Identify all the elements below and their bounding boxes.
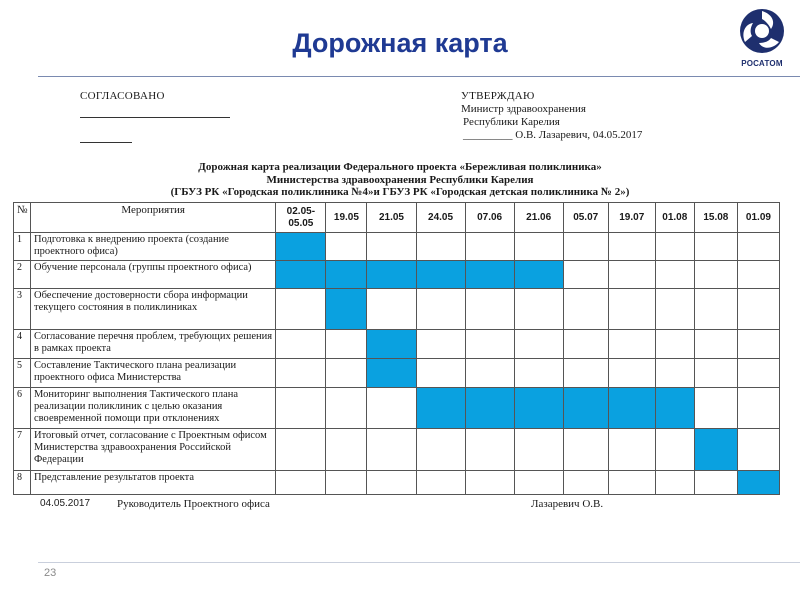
approve-label: УТВЕРЖДАЮ — [461, 90, 535, 102]
timeline-cell — [514, 330, 563, 359]
timeline-cell — [514, 233, 563, 261]
period-header: 02.05-05.05 — [276, 203, 326, 233]
timeline-cell — [655, 429, 694, 471]
timeline-cell — [608, 471, 655, 495]
timeline-cell — [608, 359, 655, 388]
timeline-cell — [465, 471, 514, 495]
timeline-cell — [416, 359, 465, 388]
timeline-cell — [514, 359, 563, 388]
timeline-bar-cell — [367, 261, 416, 289]
row-number: 5 — [14, 359, 31, 388]
timeline-cell — [326, 330, 367, 359]
timeline-cell — [514, 471, 563, 495]
timeline-cell — [326, 233, 367, 261]
task-name: Итоговый отчет, согласование с Проектным офисом Министерства здравоохранения Российской Федерации — [31, 429, 276, 471]
timeline-bar-cell — [276, 261, 326, 289]
approve-block — [461, 90, 642, 142]
timeline-cell — [465, 330, 514, 359]
timeline-cell — [276, 359, 326, 388]
timeline-cell — [737, 388, 779, 429]
task-name: Представление результатов проекта — [31, 471, 276, 495]
timeline-bar-cell — [655, 388, 694, 429]
timeline-cell — [608, 429, 655, 471]
timeline-cell — [737, 359, 779, 388]
timeline-cell — [465, 429, 514, 471]
timeline-cell — [655, 289, 694, 330]
timeline-cell — [326, 429, 367, 471]
timeline-bar-cell — [514, 261, 563, 289]
timeline-cell — [276, 330, 326, 359]
period-header: 21.05 — [367, 203, 416, 233]
timeline-cell — [608, 330, 655, 359]
table-row — [14, 330, 780, 359]
task-name: Согласование перечня проблем, требующих решения в рамках проекта — [31, 330, 276, 359]
table-header-row — [14, 203, 780, 233]
table-row — [14, 289, 780, 330]
agreed-label: СОГЛАСОВАНО — [80, 90, 165, 102]
row-number: 8 — [14, 471, 31, 495]
period-header: 15.08 — [694, 203, 737, 233]
row-number: 2 — [14, 261, 31, 289]
timeline-cell — [367, 388, 416, 429]
period-header: 19.05 — [326, 203, 367, 233]
timeline-cell — [367, 233, 416, 261]
task-name: Обеспечение достоверности сбора информации текущего состояния в поликлиниках — [31, 289, 276, 330]
period-header: 01.08 — [655, 203, 694, 233]
timeline-cell — [563, 289, 608, 330]
roadmap-table — [13, 202, 780, 495]
timeline-cell — [694, 388, 737, 429]
timeline-bar-cell — [737, 471, 779, 495]
timeline-cell — [737, 233, 779, 261]
timeline-cell — [563, 233, 608, 261]
timeline-cell — [465, 233, 514, 261]
timeline-cell — [276, 429, 326, 471]
timeline-cell — [694, 330, 737, 359]
period-header: 24.05 — [416, 203, 465, 233]
table-row — [14, 471, 780, 495]
timeline-cell — [694, 289, 737, 330]
row-number: 7 — [14, 429, 31, 471]
timeline-cell — [416, 330, 465, 359]
row-number: 1 — [14, 233, 31, 261]
footer-role: Руководитель Проектного офиса — [117, 498, 270, 510]
task-name: Обучение персонала (группы проектного офиса) — [31, 261, 276, 289]
timeline-bar-cell — [367, 359, 416, 388]
timeline-cell — [655, 233, 694, 261]
timeline-cell — [276, 471, 326, 495]
timeline-cell — [276, 289, 326, 330]
timeline-cell — [514, 429, 563, 471]
timeline-cell — [563, 330, 608, 359]
approver-title: Министр здравоохранения — [461, 103, 586, 115]
timeline-cell — [416, 233, 465, 261]
timeline-cell — [416, 429, 465, 471]
period-header: 19.07 — [608, 203, 655, 233]
timeline-cell — [416, 289, 465, 330]
logo-text: РОСАТОМ — [741, 59, 783, 68]
col-events-header: Мероприятия — [31, 203, 276, 233]
task-name: Составление Тактического плана реализации проектного офиса Министерства — [31, 359, 276, 388]
timeline-cell — [737, 289, 779, 330]
timeline-cell — [563, 471, 608, 495]
period-header: 05.07 — [563, 203, 608, 233]
approver-region: Республики Карелия — [463, 116, 560, 128]
timeline-cell — [737, 330, 779, 359]
timeline-bar-cell — [514, 388, 563, 429]
timeline-cell — [465, 359, 514, 388]
task-name: Подготовка к внедрению проекта (создание проектного офиса) — [31, 233, 276, 261]
timeline-cell — [655, 330, 694, 359]
signature-line — [80, 107, 230, 118]
period-header: 07.06 — [465, 203, 514, 233]
document-title-line: (ГБУЗ РК «Городская поликлиника №4»и ГБУЗ РК «Городская детская поликлиника № 2») — [170, 186, 630, 198]
timeline-cell — [465, 289, 514, 330]
timeline-cell — [563, 429, 608, 471]
footer-date: 04.05.2017 — [40, 498, 91, 509]
document-title-line: Дорожная карта реализации Федерального проекта «Бережливая поликлиника» — [198, 161, 602, 173]
col-num-header: № — [14, 203, 31, 233]
timeline-bar-cell — [608, 388, 655, 429]
row-number: 3 — [14, 289, 31, 330]
timeline-bar-cell — [416, 388, 465, 429]
header-divider — [38, 76, 800, 77]
timeline-cell — [608, 233, 655, 261]
timeline-cell — [326, 388, 367, 429]
timeline-bar-cell — [326, 261, 367, 289]
timeline-cell — [608, 289, 655, 330]
timeline-bar-cell — [465, 261, 514, 289]
timeline-cell — [563, 261, 608, 289]
footer-divider — [38, 562, 800, 563]
slide-title: Дорожная карта — [292, 28, 508, 58]
footer-name: Лазаревич О.В. — [531, 498, 604, 510]
table-row — [14, 388, 780, 429]
timeline-cell — [514, 289, 563, 330]
timeline-cell — [563, 359, 608, 388]
task-name: Мониторинг выполнения Тактического плана реализации поликлиник с целью оказания своевременной помощи при отклонениях — [31, 388, 276, 429]
timeline-cell — [326, 359, 367, 388]
timeline-bar-cell — [563, 388, 608, 429]
timeline-bar-cell — [465, 388, 514, 429]
timeline-cell — [694, 261, 737, 289]
timeline-bar-cell — [694, 429, 737, 471]
timeline-cell — [694, 471, 737, 495]
timeline-cell — [694, 359, 737, 388]
table-row — [14, 233, 780, 261]
timeline-cell — [737, 429, 779, 471]
timeline-cell — [655, 359, 694, 388]
timeline-cell — [276, 388, 326, 429]
rosatom-logo — [724, 2, 800, 76]
timeline-bar-cell — [367, 330, 416, 359]
timeline-cell — [655, 471, 694, 495]
agreed-block — [80, 90, 230, 143]
timeline-cell — [416, 471, 465, 495]
timeline-cell — [608, 261, 655, 289]
timeline-bar-cell — [416, 261, 465, 289]
timeline-cell — [737, 261, 779, 289]
period-header: 01.09 — [737, 203, 779, 233]
document-title — [100, 161, 700, 199]
timeline-cell — [367, 289, 416, 330]
rosatom-logo-icon — [724, 2, 800, 60]
timeline-bar-cell — [326, 289, 367, 330]
timeline-cell — [655, 261, 694, 289]
row-number: 6 — [14, 388, 31, 429]
timeline-cell — [367, 471, 416, 495]
document-title-line: Министерства здравоохранения Республики Карелия — [266, 173, 534, 186]
timeline-bar-cell — [276, 233, 326, 261]
timeline-cell — [326, 471, 367, 495]
row-number: 4 — [14, 330, 31, 359]
timeline-cell — [694, 233, 737, 261]
page-number: 23 — [44, 567, 57, 579]
table-row — [14, 429, 780, 471]
table-row — [14, 261, 780, 289]
approver-signature: _________ О.В. Лазаревич, 04.05.2017 — [463, 129, 643, 141]
period-header: 21.06 — [514, 203, 563, 233]
timeline-cell — [367, 429, 416, 471]
table-row — [14, 359, 780, 388]
date-line — [80, 132, 132, 143]
